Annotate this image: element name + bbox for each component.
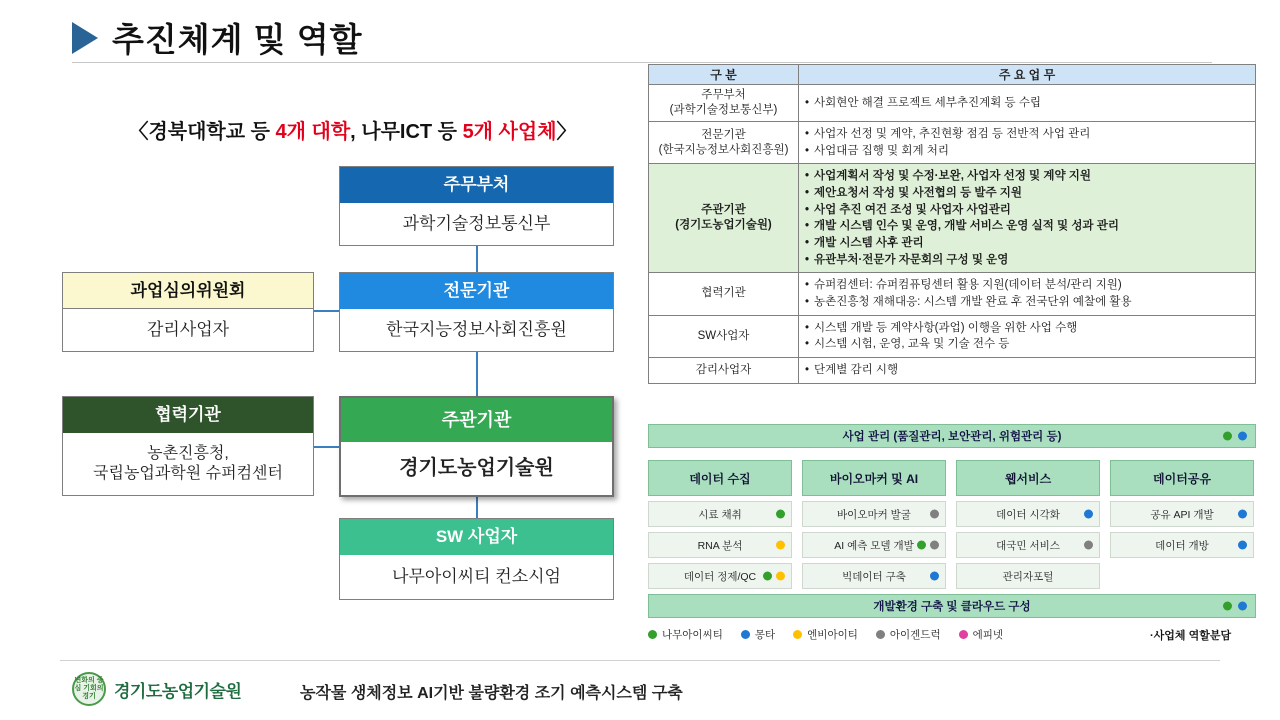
workstream-item-dots [1084,541,1093,550]
roles-table-cell-tasks [799,273,1256,315]
workstream-item [802,563,946,589]
workstream-column-1 [802,460,946,589]
legend-dot-icon [876,630,885,639]
workstream-item-dots [1238,541,1247,550]
workstream-item [956,563,1100,589]
roles-table-row [649,315,1256,357]
workstream-item [802,532,946,558]
workstream-item [1110,501,1254,527]
legend-item [793,627,858,642]
workstream-item [1110,532,1254,558]
org-box-ministry [339,166,614,246]
workstream-column-0 [648,460,792,589]
workstream-item-dots [776,541,785,550]
workstream-band-management-label: 사업 관리 (품질관리, 보안관리, 위험관리 등) [842,431,1062,443]
org-box-sw-head: SW 사업자 [340,519,613,555]
roles-table-row [649,85,1256,122]
org-box-coop-head: 협력기관 [63,397,313,433]
workstream-column-header: 데이터 수집 [648,460,792,496]
legend-item-label: 에피넷 [972,629,1004,641]
division-line1: 주관기관 [701,204,746,217]
roles-table-cell-division [649,315,799,357]
legend-dot-icon [793,630,802,639]
workstream-item-label: 공유 API 개발 [1150,508,1214,521]
division-line1: 협력기관 [701,287,746,300]
workstream-band-environment-label: 개발환경 구축 및 클라우드 구성 [873,601,1031,613]
logo-mark-icon: 변화의 중심 기회의 경기 [72,672,106,706]
legend-dot-icon [741,630,750,639]
title-divider [72,62,1212,63]
roles-table-cell-division [649,273,799,315]
org-box-agency-body: 한국지능정보사회진흥원 [340,309,613,351]
roles-table-cell-division [649,164,799,273]
roles-table-cell-tasks [799,357,1256,383]
org-box-cooperation [62,396,314,496]
legend-item-label: 몽타 [754,629,776,641]
company-dot-icon [1238,602,1247,611]
triangle-bullet-icon [72,22,98,54]
org-box-sw-vendor [339,518,614,600]
task-item: • 단계별 감리 시행 [805,362,1249,379]
caption-highlight-universities: 4개 대학 [275,121,351,143]
company-dot-icon [776,510,785,519]
connector-coop-host [314,446,339,448]
company-dot-icon [763,572,772,581]
org-box-review-head: 과업심의위원회 [63,273,313,309]
workstream-item [802,501,946,527]
org-box-coop-body-line1: 농촌진흥청, [147,445,229,462]
task-item: • 사업계획서 작성 및 수정·보완, 사업자 선정 및 계약 지원 [805,168,1249,185]
caption-mid: , 나무ICT 등 [350,121,463,143]
roles-table-cell-tasks [799,85,1256,122]
org-box-ministry-body: 과학기술정보통신부 [340,203,613,245]
task-item: • 유관부처·전문가 자문회의 구성 및 운영 [805,252,1249,269]
workstream-column-3 [1110,460,1254,589]
workstream-item-label: AI 예측 모델 개발 [834,539,914,552]
org-box-host-head: 주관기관 [341,398,612,442]
division-line1: 주무부처 [701,89,746,101]
workstream-item-label: 대국민 서비스 [996,539,1060,552]
org-box-review-body: 감리사업자 [63,309,313,351]
task-item: • 사업 추진 여건 조성 및 사업자 사업관리 [805,202,1249,219]
company-dot-icon [1238,432,1247,441]
caption-post: 〉 [556,121,577,143]
roles-table-cell-division [649,357,799,383]
page-title [72,14,362,61]
org-box-host-body: 경기도농업기술원 [341,442,612,495]
workstream-item-label: 바이오마커 발굴 [837,508,911,521]
org-box-agency [339,272,614,352]
task-item: • 제안요청서 작성 및 사전협의 등 발주 지원 [805,185,1249,202]
roles-table-row [649,357,1256,383]
workstream-item [648,532,792,558]
legend-dot-icon [648,630,657,639]
footer-divider [60,660,1220,661]
company-dot-icon [1084,510,1093,519]
roles-table-cell-tasks [799,121,1256,163]
workstream-band-environment-dots [1223,602,1247,611]
workstream-band-management-dots [1223,432,1247,441]
roles-table [648,64,1256,384]
workstream-item-dots [917,541,939,550]
caption-highlight-companies: 5개 사업체 [462,121,557,143]
page-title-text: 추진체계 및 역할 [112,21,363,58]
workstream-column-2 [956,460,1100,589]
roles-table-cell-tasks [799,315,1256,357]
organization-logo [72,672,241,706]
company-dot-icon [776,541,785,550]
task-item: • 개발 시스템 사후 관리 [805,235,1249,252]
workstream-item-label: RNA 분석 [697,539,743,552]
caption-pre: 〈경북대학교 등 [128,121,276,143]
consortium-caption [80,115,625,144]
workstream-item-label: 관리자포털 [1002,570,1054,583]
workstream-column-header: 바이오마커 및 AI [802,460,946,496]
workstream-band-management [648,424,1256,448]
connector-agency-host [476,350,478,396]
org-box-review-committee [62,272,314,352]
division-line2: (한국지능정보사회진흥원) [658,143,789,156]
company-dot-icon [1223,432,1232,441]
company-dot-icon [930,541,939,550]
task-item: • 사업자 선정 및 계약, 추진현황 점검 등 전반적 사업 관리 [805,126,1249,143]
logo-text: 경기도농업기술원 [114,681,242,701]
company-dot-icon [930,510,939,519]
legend-item [876,627,941,642]
workstream-item [956,501,1100,527]
company-legend [648,627,1118,642]
roles-table-cell-division [649,121,799,163]
task-item: • 농촌진흥청 재해대응: 시스템 개발 완료 후 전국단위 예찰에 활용 [805,294,1249,311]
roles-table-cell-division [649,85,799,122]
company-dot-icon [917,541,926,550]
workstream-item [648,563,792,589]
division-line1: 전문기관 [701,128,746,141]
workstream-item-dots [776,510,785,519]
company-dot-icon [1238,541,1247,550]
workstream-item-label: 데이터 개방 [1155,539,1209,552]
division-line1: SW사업자 [697,329,750,342]
legend-item-label: 아이겐드럭 [889,629,941,641]
org-box-ministry-head: 주무부처 [340,167,613,203]
roles-table-row [649,164,1256,273]
connector-ministry-agency [476,244,478,272]
org-box-coop-body [63,433,313,495]
legend-dot-icon [959,630,968,639]
workstream-item-dots [930,510,939,519]
workstream-item-label: 데이터 시각화 [996,508,1060,521]
legend-note: ·사업체 역할분담 [1150,630,1232,642]
legend-item-label: 나무아이씨티 [662,629,723,641]
company-dot-icon [930,572,939,581]
workstream-band-environment [648,594,1256,618]
company-dot-icon [1223,602,1232,611]
workstream-item-label: 데이터 정제/QC [683,570,757,583]
workstream-item-dots [1084,510,1093,519]
roles-table-header-division: 구 분 [649,65,799,85]
task-item: • 시스템 시험, 운영, 교육 및 기술 전수 등 [805,336,1249,353]
legend-item [959,627,1003,642]
task-item: • 개발 시스템 인수 및 운영, 개발 서비스 운영 실적 및 성과 관리 [805,218,1249,235]
org-box-sw-body: 나무아이씨티 컨소시엄 [340,555,613,599]
connector-review-agency [314,310,339,312]
company-dot-icon [1084,541,1093,550]
workstream-item [956,532,1100,558]
roles-table-cell-tasks [799,164,1256,273]
workstream-item-label: 빅데이터 구축 [842,570,906,583]
workstream-item-label: 시료 채취 [698,508,742,521]
org-box-agency-head: 전문기관 [340,273,613,309]
roles-table-header-tasks: 주 요 업 무 [799,65,1256,85]
connector-host-sw [476,497,478,518]
task-item: • 사회현안 해결 프로젝트 세부추진계획 등 수립 [805,95,1249,112]
division-line2: (경기도농업기술원) [675,219,772,232]
footer-project-title: 농작물 생체정보 AI기반 불량환경 조기 예측시스템 구축 [300,685,683,702]
workstream-item [648,501,792,527]
division-line1: 감리사업자 [695,363,752,376]
task-item: • 슈퍼컴센터: 슈퍼컴퓨팅센터 활용 지원(데이터 분석/관리 지원) [805,277,1249,294]
legend-item [741,627,775,642]
workstream-item-dots [930,572,939,581]
roles-table-row [649,121,1256,163]
division-line2: (과학기술정보통신부) [669,103,778,116]
org-box-host [339,396,614,497]
company-dot-icon [1238,510,1247,519]
workstream-item-dots [1238,510,1247,519]
workstream-column-header: 데이터공유 [1110,460,1254,496]
workstream-column-header: 웹서비스 [956,460,1100,496]
roles-table-header-row [649,65,1256,85]
workstream-item-dots [763,572,785,581]
legend-item [648,627,723,642]
workstream-item-placeholder [1110,563,1254,589]
task-item: • 시스템 개발 등 계약사항(과업) 이행을 위한 사업 수행 [805,320,1249,337]
org-box-coop-body-line2: 국립농업과학원 슈퍼컴센터 [93,465,283,482]
legend-item-label: 엔비아이티 [807,629,858,641]
task-item: • 사업대금 집행 및 회계 처리 [805,143,1249,160]
company-dot-icon [776,572,785,581]
roles-table-row [649,273,1256,315]
